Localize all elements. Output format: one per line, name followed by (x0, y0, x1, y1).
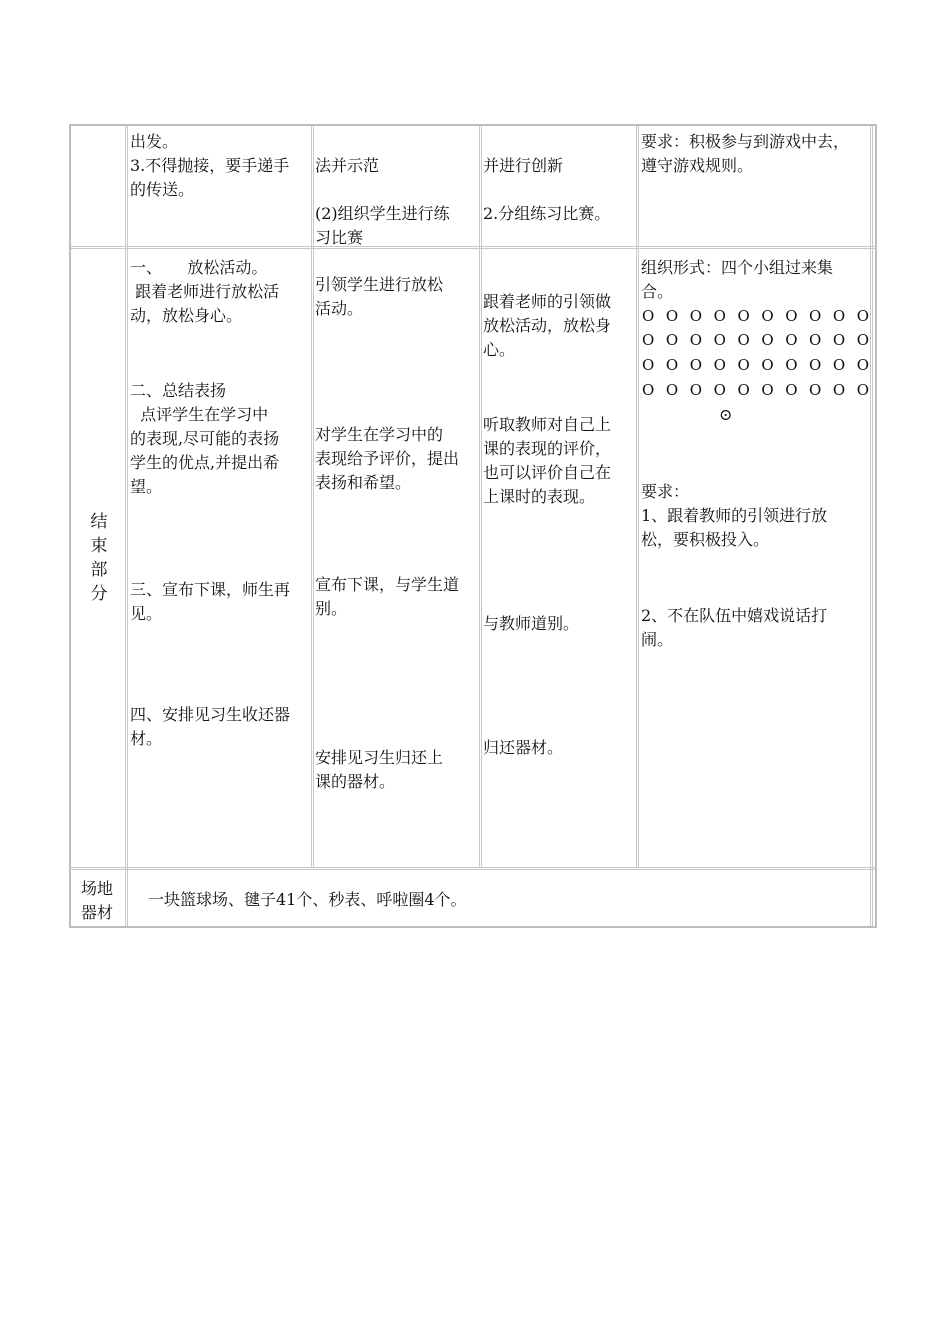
teacher-summary-line3: 表扬和希望。 (315, 473, 412, 492)
section-label-char: 束 (90, 536, 108, 556)
student-equipment-line1: 归还器材。 (483, 738, 564, 757)
equipment-line1: 四、安排见习生收还器 (130, 705, 291, 724)
organization-req2-line1: 2、不在队伍中嬉戏说话打 (641, 606, 828, 625)
organization-req1-line1: 1、跟着教师的引领进行放 (641, 506, 828, 525)
formation-row-2: O O O O O O O O O O (642, 331, 873, 349)
row-divider-1 (71, 246, 875, 249)
teacher-relax-line2: 活动。 (315, 299, 364, 318)
relax-body-line1: 跟着老师进行放松活 (130, 282, 280, 301)
organization-form-line1: 组织形式：四个小组过来集 (641, 258, 834, 277)
col-divider-1 (125, 126, 128, 926)
summary-body-line1: 点评学生在学习中 (130, 405, 269, 424)
teacher-dismiss-line2: 别。 (315, 599, 348, 618)
row-divider-2 (71, 867, 875, 870)
row1-teacher-line2: (2)组织学生进行练 (315, 204, 450, 223)
col-divider-4 (636, 126, 639, 867)
section-label-char: 结 (90, 512, 108, 532)
student-summary-line2: 课的表现的评价， (483, 439, 612, 458)
row1-content-line2: 3.不得抛接，要手递手 (130, 156, 290, 175)
summary-body-line3: 学生的优点,并提出希 (130, 453, 280, 472)
teacher-equipment-line2: 课的器材。 (315, 772, 396, 791)
row1-content-line3: 的传送。 (130, 180, 195, 199)
organization-req1-line2: 松，要积极投入。 (641, 530, 770, 549)
equipment-line2: 材。 (130, 729, 163, 748)
venue-label-line2: 器材 (81, 903, 114, 922)
summary-title: 二、总结表扬 (130, 381, 227, 400)
venue-label-line1: 场地 (81, 879, 114, 898)
teacher-summary-line1: 对学生在学习中的 (315, 425, 444, 444)
section-label-char: 部 (90, 560, 108, 580)
summary-body-line4: 望。 (130, 477, 163, 496)
student-summary-line1: 听取教师对自己上 (483, 415, 612, 434)
teacher-relax-line1: 引领学生进行放松 (315, 275, 444, 294)
teacher-summary-line2: 表现给予评价，提出 (315, 449, 460, 468)
student-relax-line1: 跟着老师的引领做 (483, 292, 612, 311)
student-relax-line2: 放松活动，放松身 (483, 316, 612, 335)
student-summary-line4: 上课时的表现。 (483, 487, 596, 506)
teacher-dismiss-line1: 宣布下课，与学生道 (315, 575, 460, 594)
summary-body-line2: 的表现,尽可能的表扬 (130, 429, 280, 448)
relax-title: 一、 放松活动。 (130, 258, 268, 277)
section-label-char: 分 (90, 584, 108, 604)
organization-req2-line2: 闹。 (641, 630, 674, 649)
student-dismiss-line1: 与教师道别。 (483, 614, 580, 633)
student-summary-line3: 也可以评价自己在 (483, 463, 612, 482)
formation-row-4: O O O O O O O O O O (642, 381, 873, 399)
row1-requirement-line2: 遵守游戏规则。 (641, 156, 754, 175)
dismiss-line2: 见。 (130, 604, 163, 623)
row1-content-line1: 出发。 (130, 132, 179, 151)
row1-requirement-line1: 要求：积极参与到游戏中去， (641, 132, 850, 151)
organization-req-title: 要求： (641, 482, 690, 501)
col-divider-5 (870, 126, 873, 926)
col-divider-3 (479, 126, 482, 867)
row1-teacher-line1: 法并示范 (315, 156, 380, 175)
row1-student-line2: 2.分组练习比赛。 (483, 204, 611, 223)
teacher-equipment-line1: 安排见习生归还上 (315, 748, 444, 767)
student-relax-line3: 心。 (483, 340, 516, 359)
organization-form-line2: 合。 (641, 282, 674, 301)
relax-body-line2: 动，放松身心。 (130, 306, 243, 325)
formation-row-3: O O O O O O O O O O (642, 356, 873, 374)
row1-teacher-line3: 习比赛 (315, 228, 364, 247)
col-divider-2 (311, 126, 314, 867)
venue-equipment-text: 一块篮球场、毽子41个、秒表、呼啦圈4个。 (148, 890, 467, 909)
section-label-end (84, 510, 114, 606)
row1-student-line1: 并进行创新 (483, 156, 564, 175)
dismiss-line1: 三、宣布下课，师生再 (130, 580, 291, 599)
teacher-position-icon: ⊙ (719, 405, 733, 424)
formation-row-1: O O O O O O O O O O (642, 307, 873, 325)
